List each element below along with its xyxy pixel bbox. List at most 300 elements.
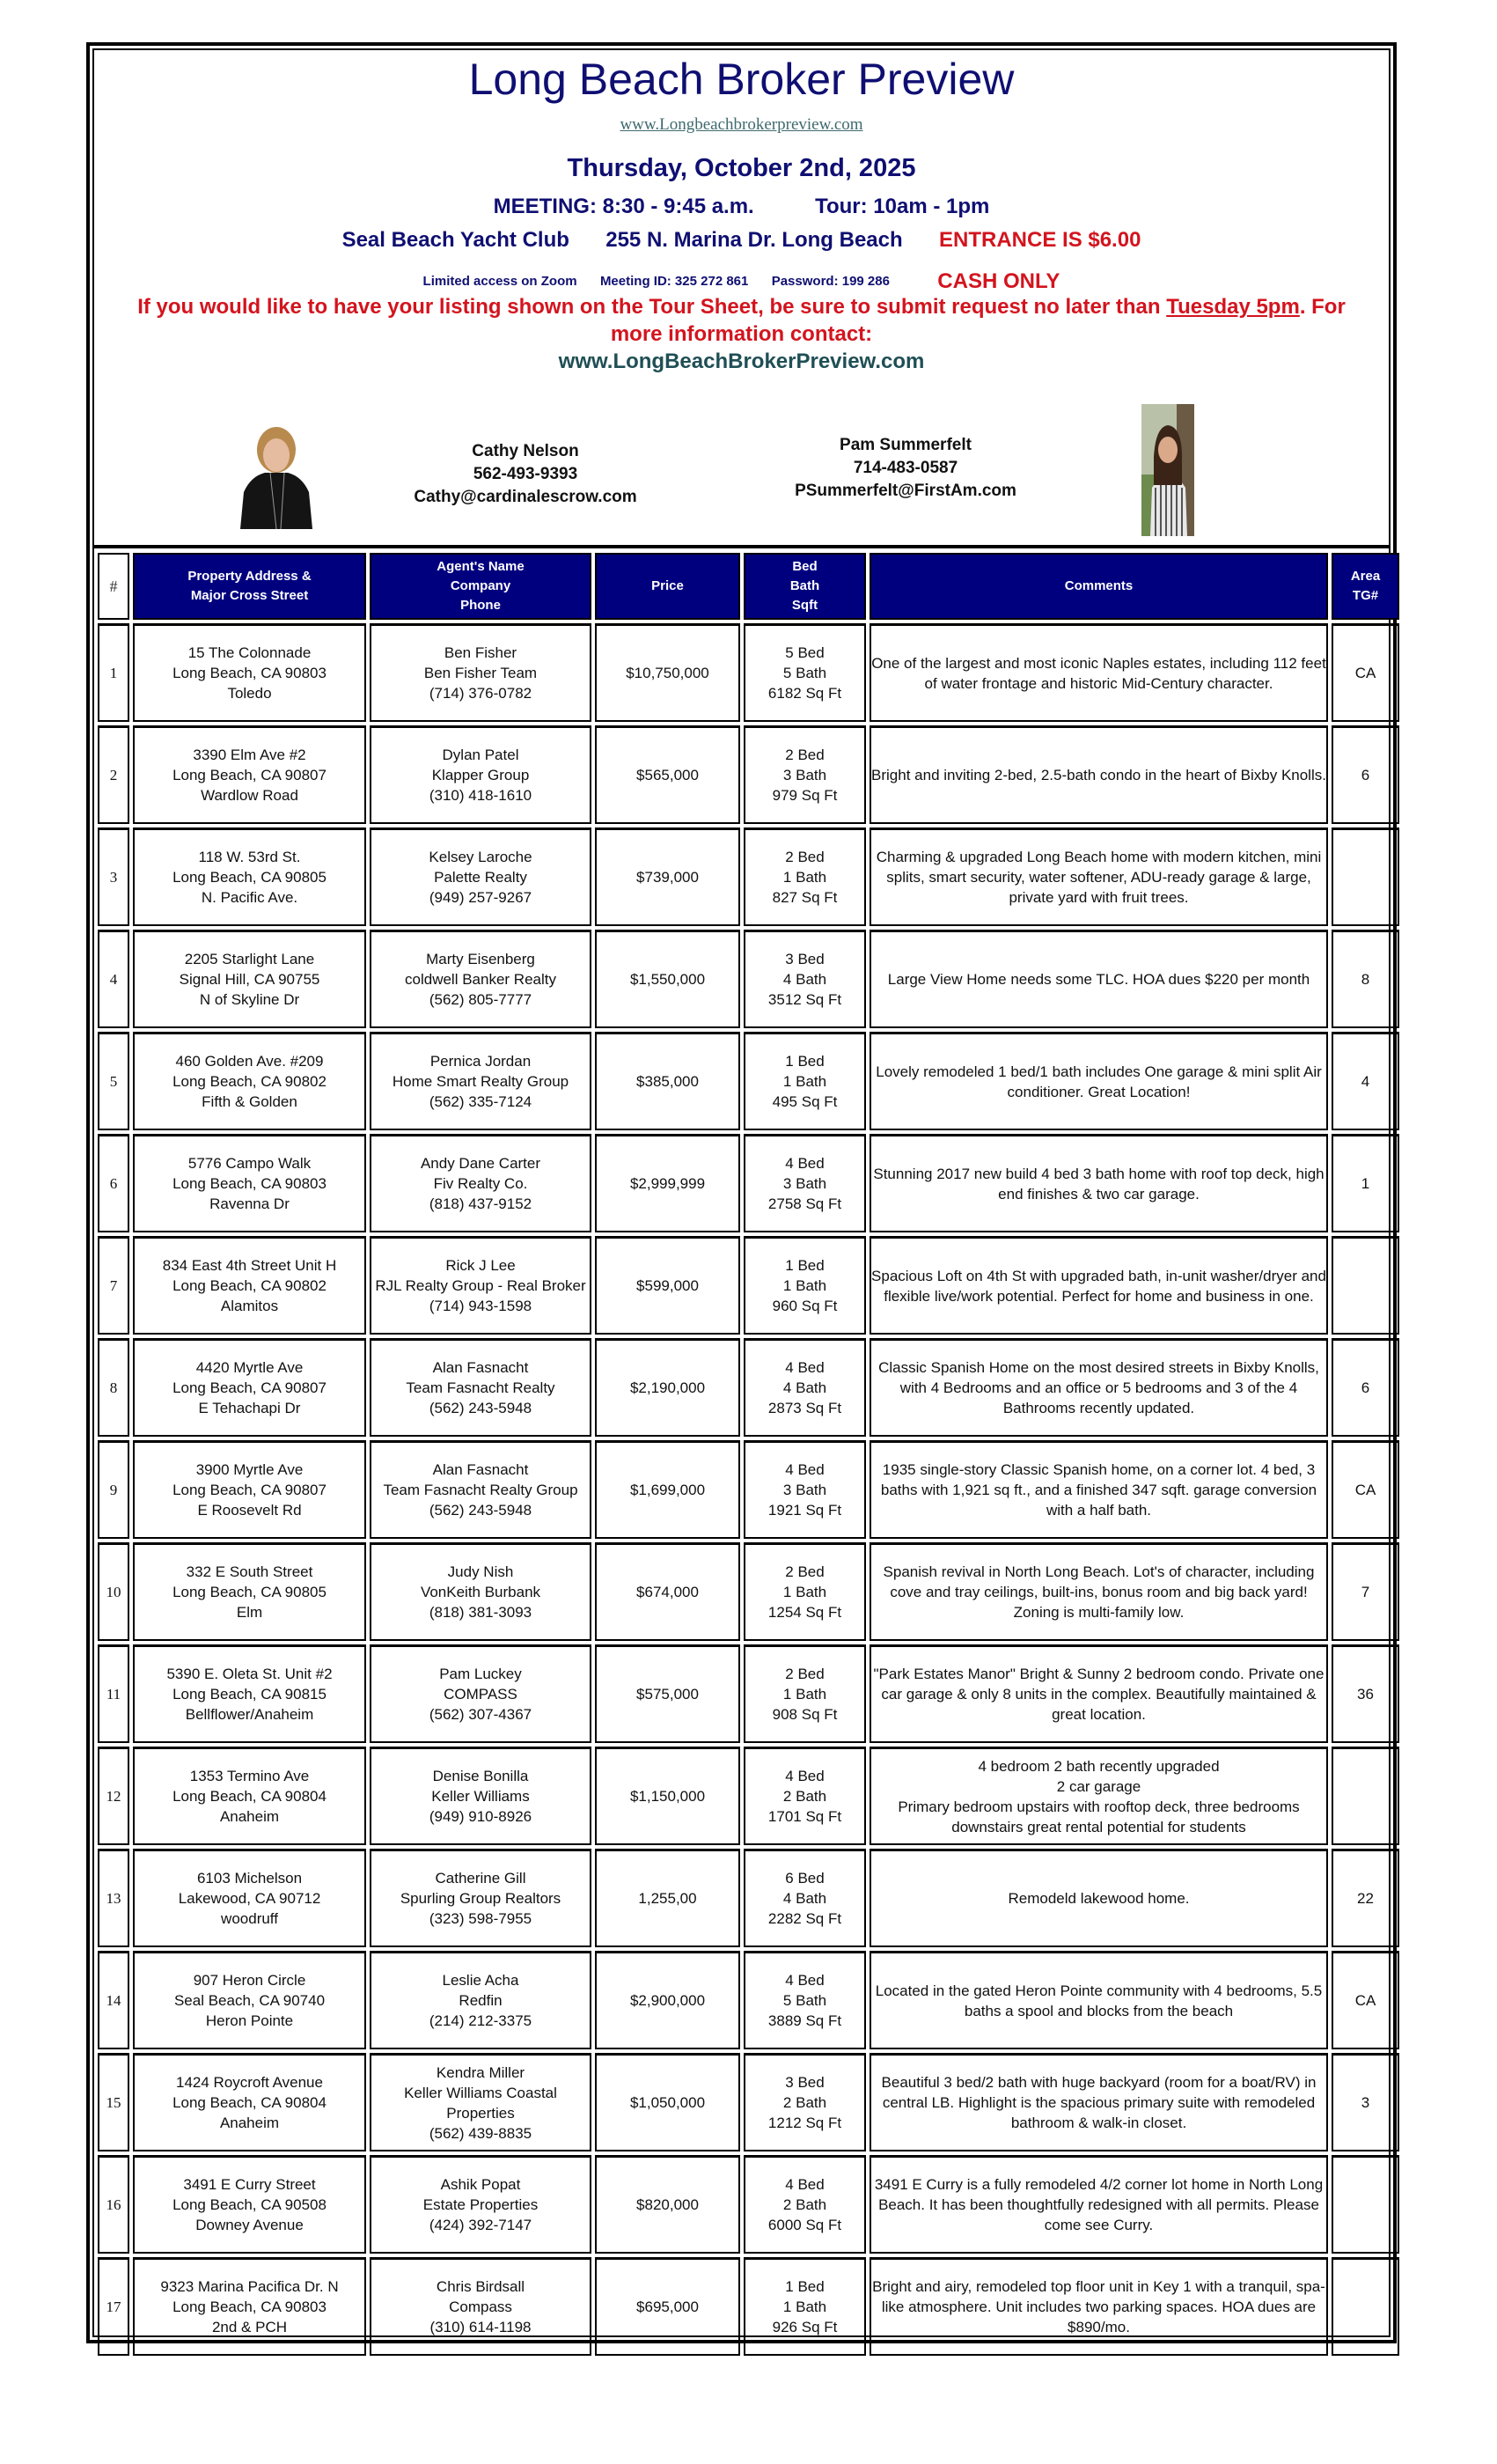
street-address: 834 East 4th Street Unit H (162, 1257, 337, 1274)
bed-count: 3 Bed (785, 951, 825, 967)
agent-company: VonKeith Burbank (420, 1584, 541, 1600)
square-feet: 6000 Sq Ft (767, 2217, 842, 2233)
bed-count: 3 Bed (785, 2074, 825, 2091)
listing-address (133, 1236, 366, 1335)
listing-address (133, 2053, 366, 2151)
square-feet: 2873 Sq Ft (767, 1400, 842, 1416)
listing-area (1332, 1236, 1399, 1335)
meeting-time: MEETING: 8:30 - 9:45 a.m. (493, 195, 754, 218)
listing-price: $1,150,000 (595, 1747, 740, 1845)
event-date: Thursday, October 2nd, 2025 (567, 154, 916, 182)
listing-agent (370, 1542, 591, 1641)
listing-comments: Bright and airy, remodeled top floor unit in Key 1 with a tranquil, spa-like atmosphere. Unit includes two parking spaces. HOA dues are $890/mo. (870, 2257, 1328, 2356)
city-state-zip: Seal Beach, CA 90740 (173, 1992, 326, 2009)
agent-company: Home Smart Realty Group (392, 1073, 569, 1090)
submission-notice (94, 293, 1389, 348)
listing-specs (744, 930, 866, 1028)
pam-summerfelt-photo (1141, 404, 1194, 536)
portrait-icon (235, 411, 318, 529)
page-frame (86, 42, 1397, 2343)
agent-company: Spurling Group Realtors (400, 1890, 561, 1907)
listing-price: $565,000 (595, 725, 740, 824)
cross-street: Wardlow Road (201, 787, 298, 804)
listing-comments: Lovely remodeled 1 bed/1 bath includes One garage & mini split Air conditioner. Great Location! (870, 1032, 1328, 1130)
city-state-zip: Lakewood, CA 90712 (178, 1890, 321, 1907)
listing-price: $385,000 (595, 1032, 740, 1130)
portrait-icon (1141, 404, 1194, 536)
listing-area: 1 (1332, 1134, 1399, 1232)
square-feet: 926 Sq Ft (772, 2319, 838, 2335)
bath-count: 2 Bath (782, 2094, 827, 2111)
agent-name: Dylan Patel (442, 747, 519, 763)
agent-company: Ben Fisher Team (423, 665, 538, 681)
square-feet: 1921 Sq Ft (767, 1502, 842, 1519)
agent-company: Keller Williams (431, 1788, 530, 1805)
city-state-zip: Long Beach, CA 90804 (172, 2094, 327, 2111)
cross-street: N of Skyline Dr (199, 991, 300, 1008)
listing-agent (370, 725, 591, 824)
agent-company: Fiv Realty Co. (433, 1175, 528, 1192)
cathy-nelson-photo (235, 411, 318, 529)
listing-address (133, 1032, 366, 1130)
table-row (98, 725, 1399, 824)
cross-street: Ravenna Dr (209, 1195, 290, 1212)
listings-table (94, 549, 1403, 2359)
agent-name: Alan Fasnacht (432, 1461, 529, 1478)
listing-area: CA (1332, 1951, 1399, 2049)
cross-street: Bellflower/Anaheim (185, 1706, 314, 1723)
listing-number: 11 (98, 1644, 129, 1743)
city-state-zip: Long Beach, CA 90803 (172, 2299, 327, 2315)
table-row (98, 2257, 1399, 2356)
listing-price: $1,699,000 (595, 1440, 740, 1539)
table-row (98, 1440, 1399, 1539)
listing-number: 16 (98, 2155, 129, 2254)
contact-email[interactable]: Cathy@cardinalescrow.com (414, 488, 637, 506)
listing-number: 8 (98, 1338, 129, 1437)
listing-specs (744, 1236, 866, 1335)
notice-deadline: Tuesday 5pm (1166, 295, 1300, 319)
bath-count: 5 Bath (782, 665, 827, 681)
bed-count: 4 Bed (785, 1972, 825, 1989)
listing-comments: Stunning 2017 new build 4 bed 3 bath home with roof top deck, high end finishes & two car garage. (870, 1134, 1328, 1232)
listing-agent (370, 2053, 591, 2151)
agent-name: Ashik Popat (440, 2176, 521, 2193)
street-address: 3390 Elm Ave #2 (193, 747, 306, 763)
agent-company: Palette Realty (434, 869, 527, 886)
listing-address (133, 1951, 366, 2049)
cross-street: Toledo (227, 685, 272, 702)
agent-name: Catherine Gill (435, 1870, 526, 1887)
bath-count: 1 Bath (782, 869, 827, 886)
city-state-zip: Long Beach, CA 90807 (172, 767, 327, 783)
listing-area: 8 (1332, 930, 1399, 1028)
street-address: 6103 Michelson (196, 1870, 303, 1887)
listing-agent (370, 1032, 591, 1130)
agent-name: Kelsey Laroche (429, 849, 532, 865)
agent-phone: (562) 805-7777 (429, 991, 532, 1008)
zoom-info-line (94, 269, 1389, 294)
listing-agent (370, 2155, 591, 2254)
listing-comments: Located in the gated Heron Pointe community with 4 bedrooms, 5.5 baths a spool and blocks from the beach (870, 1951, 1328, 2049)
agent-name: Alan Fasnacht (432, 1359, 529, 1376)
listing-area: 3 (1332, 2053, 1399, 2151)
agent-company: RJL Realty Group - Real Broker (375, 1277, 586, 1294)
page-title: Long Beach Broker Preview (468, 55, 1015, 104)
table-header-row (98, 553, 1399, 620)
site-url-link[interactable]: www.Longbeachbrokerpreview.com (620, 115, 863, 134)
column-header-specs: Bed Bath Sqft (744, 553, 866, 620)
agent-phone: (562) 439-8835 (429, 2124, 532, 2142)
venue-name: Seal Beach Yacht Club (341, 228, 569, 252)
listing-specs (744, 623, 866, 722)
listing-agent (370, 1134, 591, 1232)
listing-comments: 1935 single-story Classic Spanish home, on a corner lot. 4 bed, 3 baths with 1,921 sq ft., and a finished 347 sqft. garage conversion with a half bath. (870, 1440, 1328, 1539)
agent-name: Denise Bonilla (432, 1768, 529, 1784)
listing-address (133, 1440, 366, 1539)
listing-area: 22 (1332, 1849, 1399, 1947)
listing-comments: Bright and inviting 2-bed, 2.5-bath condo in the heart of Bixby Knolls. (870, 725, 1328, 824)
table-row (98, 2053, 1399, 2151)
cross-street: Anaheim (219, 2115, 280, 2131)
table-row (98, 623, 1399, 722)
bed-count: 2 Bed (785, 1563, 825, 1580)
contact-phone: 714-483-0587 (853, 459, 958, 477)
contact-name: Cathy Nelson (472, 442, 579, 460)
listing-area: CA (1332, 1440, 1399, 1539)
bath-count: 1 Bath (782, 1073, 827, 1090)
square-feet: 3889 Sq Ft (767, 2012, 842, 2029)
notice-text-end: . For more information contact: (610, 295, 1346, 346)
listing-number: 7 (98, 1236, 129, 1335)
listing-area: 6 (1332, 1338, 1399, 1437)
listing-agent (370, 1440, 591, 1539)
agent-phone: (214) 212-3375 (429, 2012, 532, 2029)
agent-company: Klapper Group (431, 767, 530, 783)
listing-number: 3 (98, 827, 129, 926)
listing-number: 13 (98, 1849, 129, 1947)
listing-price: $2,190,000 (595, 1338, 740, 1437)
listing-address (133, 725, 366, 824)
street-address: 907 Heron Circle (193, 1972, 306, 1989)
listing-specs (744, 2257, 866, 2356)
bed-count: 4 Bed (785, 1461, 825, 1478)
bed-count: 5 Bed (785, 644, 825, 661)
listing-area: CA (1332, 623, 1399, 722)
column-header-agent: Agent's Name Company Phone (370, 553, 591, 620)
city-state-zip: Long Beach, CA 90807 (172, 1482, 327, 1498)
agent-phone: (310) 418-1610 (429, 787, 532, 804)
contact-email[interactable]: PSummerfelt@FirstAm.com (795, 482, 1016, 500)
table-row (98, 1338, 1399, 1437)
listing-price: $1,050,000 (595, 2053, 740, 2151)
listing-number: 17 (98, 2257, 129, 2356)
listing-number: 4 (98, 930, 129, 1028)
cash-only-notice: CASH ONLY (937, 269, 1060, 293)
listing-comments: "Park Estates Manor" Bright & Sunny 2 bedroom condo. Private one car garage & only 8 units in the complex. Beautifully maintained & great location. (870, 1644, 1328, 1743)
agent-phone: (323) 598-7955 (429, 1910, 532, 1927)
street-address: 1424 Roycroft Avenue (176, 2074, 323, 2091)
table-row (98, 1747, 1399, 1845)
bath-count: 3 Bath (782, 767, 827, 783)
header-separator (94, 545, 1389, 548)
agent-name: Kendra Miller (436, 2063, 525, 2081)
agent-name: Judy Nish (447, 1563, 514, 1580)
street-address: 9323 Marina Pacifica Dr. N (160, 2278, 339, 2295)
agent-name: Rick J Lee (445, 1257, 516, 1274)
square-feet: 908 Sq Ft (772, 1706, 838, 1723)
bed-count: 4 Bed (785, 1155, 825, 1172)
agent-company: Team Fasnacht Realty (406, 1379, 555, 1396)
listing-area (1332, 2155, 1399, 2254)
city-state-zip: Long Beach, CA 90802 (172, 1277, 327, 1294)
listing-price: $2,900,000 (595, 1951, 740, 2049)
agent-phone: (424) 392-7147 (429, 2217, 532, 2233)
listing-specs (744, 1134, 866, 1232)
column-header-comments: Comments (870, 553, 1328, 620)
listing-area (1332, 1747, 1399, 1845)
listing-number: 14 (98, 1951, 129, 2049)
street-address: 15 The Colonnade (187, 644, 312, 661)
listing-number: 2 (98, 725, 129, 824)
listing-address (133, 1542, 366, 1641)
listing-price: $820,000 (595, 2155, 740, 2254)
bath-count: 5 Bath (782, 1992, 827, 2009)
city-state-zip: Long Beach, CA 90805 (172, 869, 327, 886)
cross-street: N. Pacific Ave. (201, 889, 298, 906)
cross-street: Alamitos (220, 1298, 279, 1314)
site-url-row (94, 115, 1389, 135)
street-address: 1353 Termino Ave (189, 1768, 310, 1784)
city-state-zip: Long Beach, CA 90803 (172, 665, 327, 681)
square-feet: 979 Sq Ft (772, 787, 838, 804)
table-row (98, 1542, 1399, 1641)
listing-specs (744, 725, 866, 824)
listing-number: 12 (98, 1747, 129, 1845)
listing-number: 6 (98, 1134, 129, 1232)
listing-area: 36 (1332, 1644, 1399, 1743)
bath-count: 4 Bath (782, 971, 827, 988)
city-state-zip: Long Beach, CA 90802 (172, 1073, 327, 1090)
cross-street: Anaheim (219, 1808, 280, 1825)
listing-comments: Remodeld lakewood home. (870, 1849, 1328, 1947)
listing-specs (744, 1747, 866, 1845)
street-address: 2205 Starlight Lane (184, 951, 315, 967)
venue-address: 255 N. Marina Dr. Long Beach (605, 228, 903, 252)
city-state-zip: Long Beach, CA 90804 (172, 1788, 327, 1805)
listing-price: $674,000 (595, 1542, 740, 1641)
table-row (98, 1644, 1399, 1743)
listing-comments: Spacious Loft on 4th St with upgraded bath, in-unit washer/dryer and flexible live/work potential. Perfect for home and business in one. (870, 1236, 1328, 1335)
listing-address (133, 930, 366, 1028)
bath-count: 3 Bath (782, 1482, 827, 1498)
bed-count: 1 Bed (785, 1053, 825, 1070)
column-header-price: Price (595, 553, 740, 620)
bed-count: 1 Bed (785, 2278, 825, 2295)
agent-company: Keller Williams Coastal Properties (404, 2084, 557, 2122)
agent-phone: (310) 614-1198 (429, 2319, 532, 2335)
table-row (98, 827, 1399, 926)
agent-name: Andy Dane Carter (420, 1155, 541, 1172)
listing-price: $575,000 (595, 1644, 740, 1743)
listing-agent (370, 1338, 591, 1437)
listing-comments: Spanish revival in North Long Beach. Lot's of character, including cove and tray ceilings, built-ins, bonus room and big back yard! Zoning is multi-family low. (870, 1542, 1328, 1641)
bed-count: 4 Bed (785, 1768, 825, 1784)
square-feet: 1212 Sq Ft (767, 2115, 842, 2131)
agent-name: Marty Eisenberg (426, 951, 535, 967)
listing-number: 5 (98, 1032, 129, 1130)
bath-count: 1 Bath (782, 1584, 827, 1600)
street-address: 332 E South Street (186, 1563, 313, 1580)
listing-specs (744, 827, 866, 926)
listing-agent (370, 1951, 591, 2049)
table-row (98, 1134, 1399, 1232)
cross-street: 2nd & PCH (211, 2319, 288, 2335)
listing-address (133, 2257, 366, 2356)
listing-agent (370, 1644, 591, 1743)
listing-comments: One of the largest and most iconic Naples estates, including 112 feet of water frontage and historic Mid-Century character. (870, 623, 1328, 722)
agent-name: Ben Fisher (444, 644, 517, 661)
listing-area (1332, 2257, 1399, 2356)
agent-name: Leslie Acha (442, 1972, 519, 1989)
listing-area (1332, 827, 1399, 926)
tour-time: Tour: 10am - 1pm (815, 195, 990, 218)
city-state-zip: Long Beach, CA 90805 (172, 1584, 327, 1600)
table-row (98, 1236, 1399, 1335)
agent-phone: (818) 437-9152 (429, 1195, 532, 1212)
contact-url-link[interactable]: www.LongBeachBrokerPreview.com (558, 349, 925, 373)
agent-phone: (562) 243-5948 (429, 1502, 532, 1519)
agent-phone: (714) 943-1598 (429, 1298, 532, 1314)
listing-number: 1 (98, 623, 129, 722)
square-feet: 495 Sq Ft (772, 1093, 838, 1110)
listing-price: $695,000 (595, 2257, 740, 2356)
bath-count: 2 Bath (782, 1788, 827, 1805)
table-row (98, 1849, 1399, 1947)
agent-phone: (949) 257-9267 (429, 889, 532, 906)
street-address: 3491 E Curry Street (183, 2176, 316, 2193)
zoom-meeting-id: Meeting ID: 325 272 861 (599, 274, 749, 289)
square-feet: 827 Sq Ft (772, 889, 838, 906)
city-state-zip: Long Beach, CA 90803 (172, 1175, 327, 1192)
column-header-num: # (98, 553, 129, 620)
bath-count: 4 Bath (782, 1379, 827, 1396)
table-row (98, 930, 1399, 1028)
listing-address (133, 1338, 366, 1437)
agent-company: COMPASS (444, 1686, 517, 1703)
notice-text: If you would like to have your listing shown on the Tour Sheet, be sure to submit request no later than (137, 295, 1167, 319)
venue-line (94, 228, 1389, 253)
listing-comments: Beautiful 3 bed/2 bath with huge backyard (room for a boat/RV) in central LB. Highlight is the spacious primary suite with remodeled bathroom & walk-in closet. (870, 2053, 1328, 2151)
zoom-password: Password: 199 286 (771, 274, 890, 289)
listing-address (133, 623, 366, 722)
bed-count: 4 Bed (785, 1359, 825, 1376)
agent-name: Pam Luckey (439, 1666, 522, 1682)
cross-street: E Tehachapi Dr (198, 1400, 301, 1416)
agent-company: coldwell Banker Realty (405, 971, 556, 988)
bed-count: 2 Bed (785, 747, 825, 763)
listing-price: $1,550,000 (595, 930, 740, 1028)
street-address: 5390 E. Oleta St. Unit #2 (166, 1666, 333, 1682)
listing-area: 6 (1332, 725, 1399, 824)
table-row (98, 2155, 1399, 2254)
cross-street: Fifth & Golden (202, 1093, 297, 1110)
listing-address (133, 2155, 366, 2254)
bath-count: 1 Bath (782, 2299, 827, 2315)
bed-count: 2 Bed (785, 1666, 825, 1682)
listing-number: 10 (98, 1542, 129, 1641)
agent-phone: (949) 910-8926 (429, 1808, 532, 1825)
street-address: 460 Golden Ave. #209 (175, 1053, 324, 1070)
listing-agent (370, 2257, 591, 2356)
listing-comments: 4 bedroom 2 bath recently upgraded 2 car garage Primary bedroom upstairs with rooftop deck, three bedrooms downstairs great rental potential for students (870, 1747, 1328, 1845)
listing-specs (744, 1849, 866, 1947)
listing-number: 9 (98, 1440, 129, 1539)
agent-phone: (818) 381-3093 (429, 1604, 532, 1621)
bed-count: 2 Bed (785, 849, 825, 865)
table-row (98, 1951, 1399, 2049)
listing-specs (744, 1644, 866, 1743)
bed-count: 4 Bed (785, 2176, 825, 2193)
bed-count: 6 Bed (785, 1870, 825, 1887)
square-feet: 6182 Sq Ft (767, 685, 842, 702)
listing-address (133, 1849, 366, 1947)
zoom-access: Limited access on Zoom (422, 274, 577, 289)
listing-rows (98, 623, 1399, 2356)
contact-cathy-nelson (402, 440, 649, 509)
cross-street: Downey Avenue (195, 2217, 304, 2233)
listing-number: 15 (98, 2053, 129, 2151)
listing-agent (370, 1236, 591, 1335)
bath-count: 1 Bath (782, 1686, 827, 1703)
listing-comments: Large View Home needs some TLC. HOA dues $220 per month (870, 930, 1328, 1028)
agent-company: Team Fasnacht Realty Group (383, 1482, 578, 1498)
bed-count: 1 Bed (785, 1257, 825, 1274)
listing-comments: Charming & upgraded Long Beach home with modern kitchen, mini splits, smart security, water softener, ADU-ready garage & large, private yard with fruit trees. (870, 827, 1328, 926)
street-address: 5776 Campo Walk (187, 1155, 312, 1172)
listing-agent (370, 827, 591, 926)
listing-address (133, 827, 366, 926)
contact-phone: 562-493-9393 (473, 465, 578, 483)
table-row (98, 1032, 1399, 1130)
agent-company: Redfin (459, 1992, 503, 2009)
listing-specs (744, 1338, 866, 1437)
agent-phone: (562) 335-7124 (429, 1093, 532, 1110)
square-feet: 2282 Sq Ft (767, 1910, 842, 1927)
agent-company: Estate Properties (422, 2196, 539, 2213)
listing-price: $10,750,000 (595, 623, 740, 722)
schedule-line (94, 195, 1389, 219)
city-state-zip: Long Beach, CA 90807 (172, 1379, 327, 1396)
listing-agent (370, 1849, 591, 1947)
listing-address (133, 1747, 366, 1845)
street-address: 3900 Myrtle Ave (195, 1461, 304, 1478)
listing-price: 1,255,00 (595, 1849, 740, 1947)
agent-company: Compass (449, 2299, 512, 2315)
listing-specs (744, 2155, 866, 2254)
listing-agent (370, 930, 591, 1028)
cross-street: woodruff (221, 1910, 278, 1927)
listing-address (133, 1134, 366, 1232)
agent-phone: (562) 307-4367 (429, 1706, 532, 1723)
listing-agent (370, 1747, 591, 1845)
listing-agent (370, 623, 591, 722)
bath-count: 3 Bath (782, 1175, 827, 1192)
city-state-zip: Long Beach, CA 90815 (172, 1686, 327, 1703)
listing-price: $739,000 (595, 827, 740, 926)
listing-specs (744, 1542, 866, 1641)
listing-specs (744, 1951, 866, 2049)
